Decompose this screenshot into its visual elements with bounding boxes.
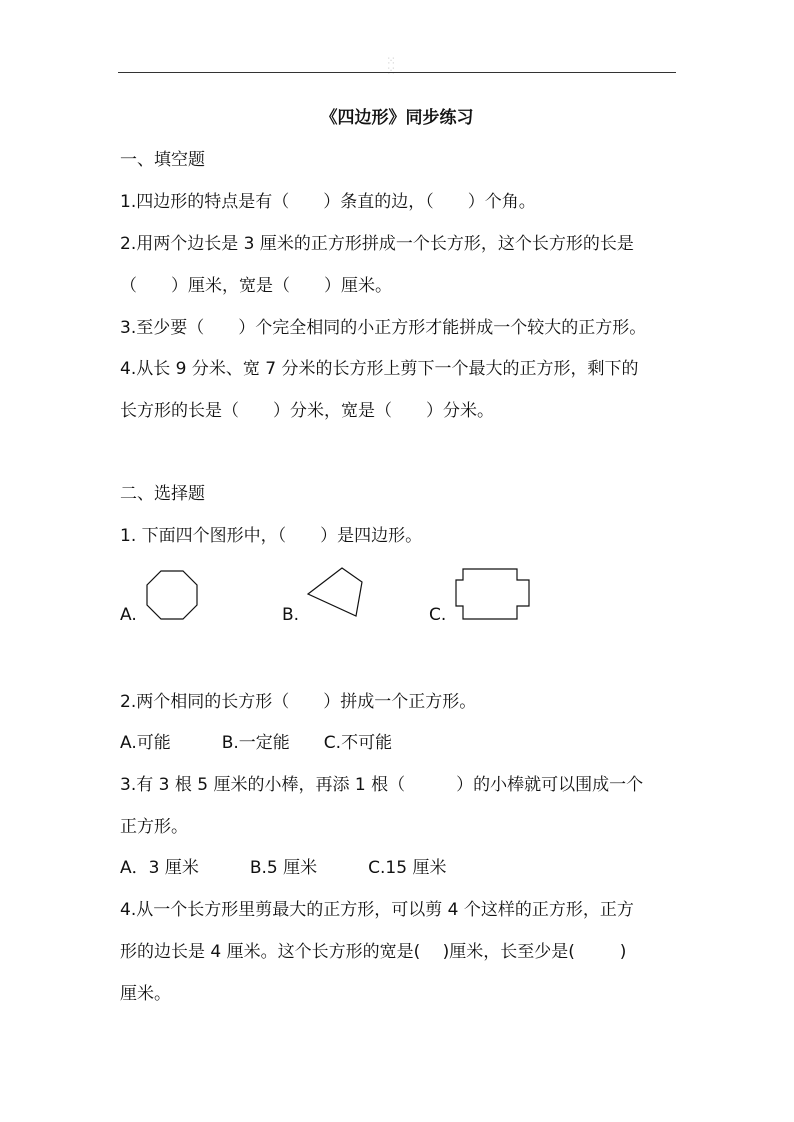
answer-options: A.可能 B.一定能 C.不可能 (120, 733, 393, 753)
section-heading-choice: 二、选择题 (120, 484, 205, 504)
option-label-a: A. (120, 605, 137, 625)
question-line: 4.从一个长方形里剪最大的正方形，可以剪 4 个这样的正方形，正方 (120, 900, 634, 920)
question-line: （ ）厘米，宽是（ ）厘米。 (120, 276, 392, 296)
question-line: 正方形。 (120, 817, 188, 837)
question-line: 厘米。 (120, 984, 171, 1004)
page-title: 《四边形》同步练习 (320, 108, 474, 128)
option-label-c: C. (429, 605, 447, 625)
quadrilateral-shape-icon (306, 566, 364, 618)
header-watermark-icon: ⁙ ⁙ (386, 54, 395, 78)
cross-shape-icon (455, 568, 531, 620)
answer-options: A．3 厘米 B.5 厘米 C.15 厘米 (120, 858, 447, 878)
header-rule (118, 72, 676, 73)
question-line: 3.至少要（ ）个完全相同的小正方形才能拼成一个较大的正方形。 (120, 318, 647, 338)
question-line: 形的边长是 4 厘米。这个长方形的宽是( )厘米，长至少是( ) (120, 942, 627, 962)
question-line: 1.四边形的特点是有（ ）条直的边，（ ）个角。 (120, 192, 536, 212)
question-line: 3.有 3 根 5 厘米的小棒，再添 1 根（ ）的小棒就可以围成一个 (120, 775, 644, 795)
question-line: 长方形的长是（ ）分米，宽是（ ）分米。 (120, 401, 494, 421)
question-line: 2.用两个边长是 3 厘米的正方形拼成一个长方形，这个长方形的长是 (120, 234, 634, 254)
question-line: 1. 下面四个图形中，（ ）是四边形。 (120, 526, 423, 546)
section-heading-fill-blank: 一、填空题 (120, 150, 205, 170)
octagon-shape-icon (146, 570, 198, 620)
question-line: 4.从长 9 分米、宽 7 分米的长方形上剪下一个最大的正方形，剩下的 (120, 359, 639, 379)
question-line: 2.两个相同的长方形（ ）拼成一个正方形。 (120, 692, 477, 712)
option-label-b: B. (282, 605, 300, 625)
